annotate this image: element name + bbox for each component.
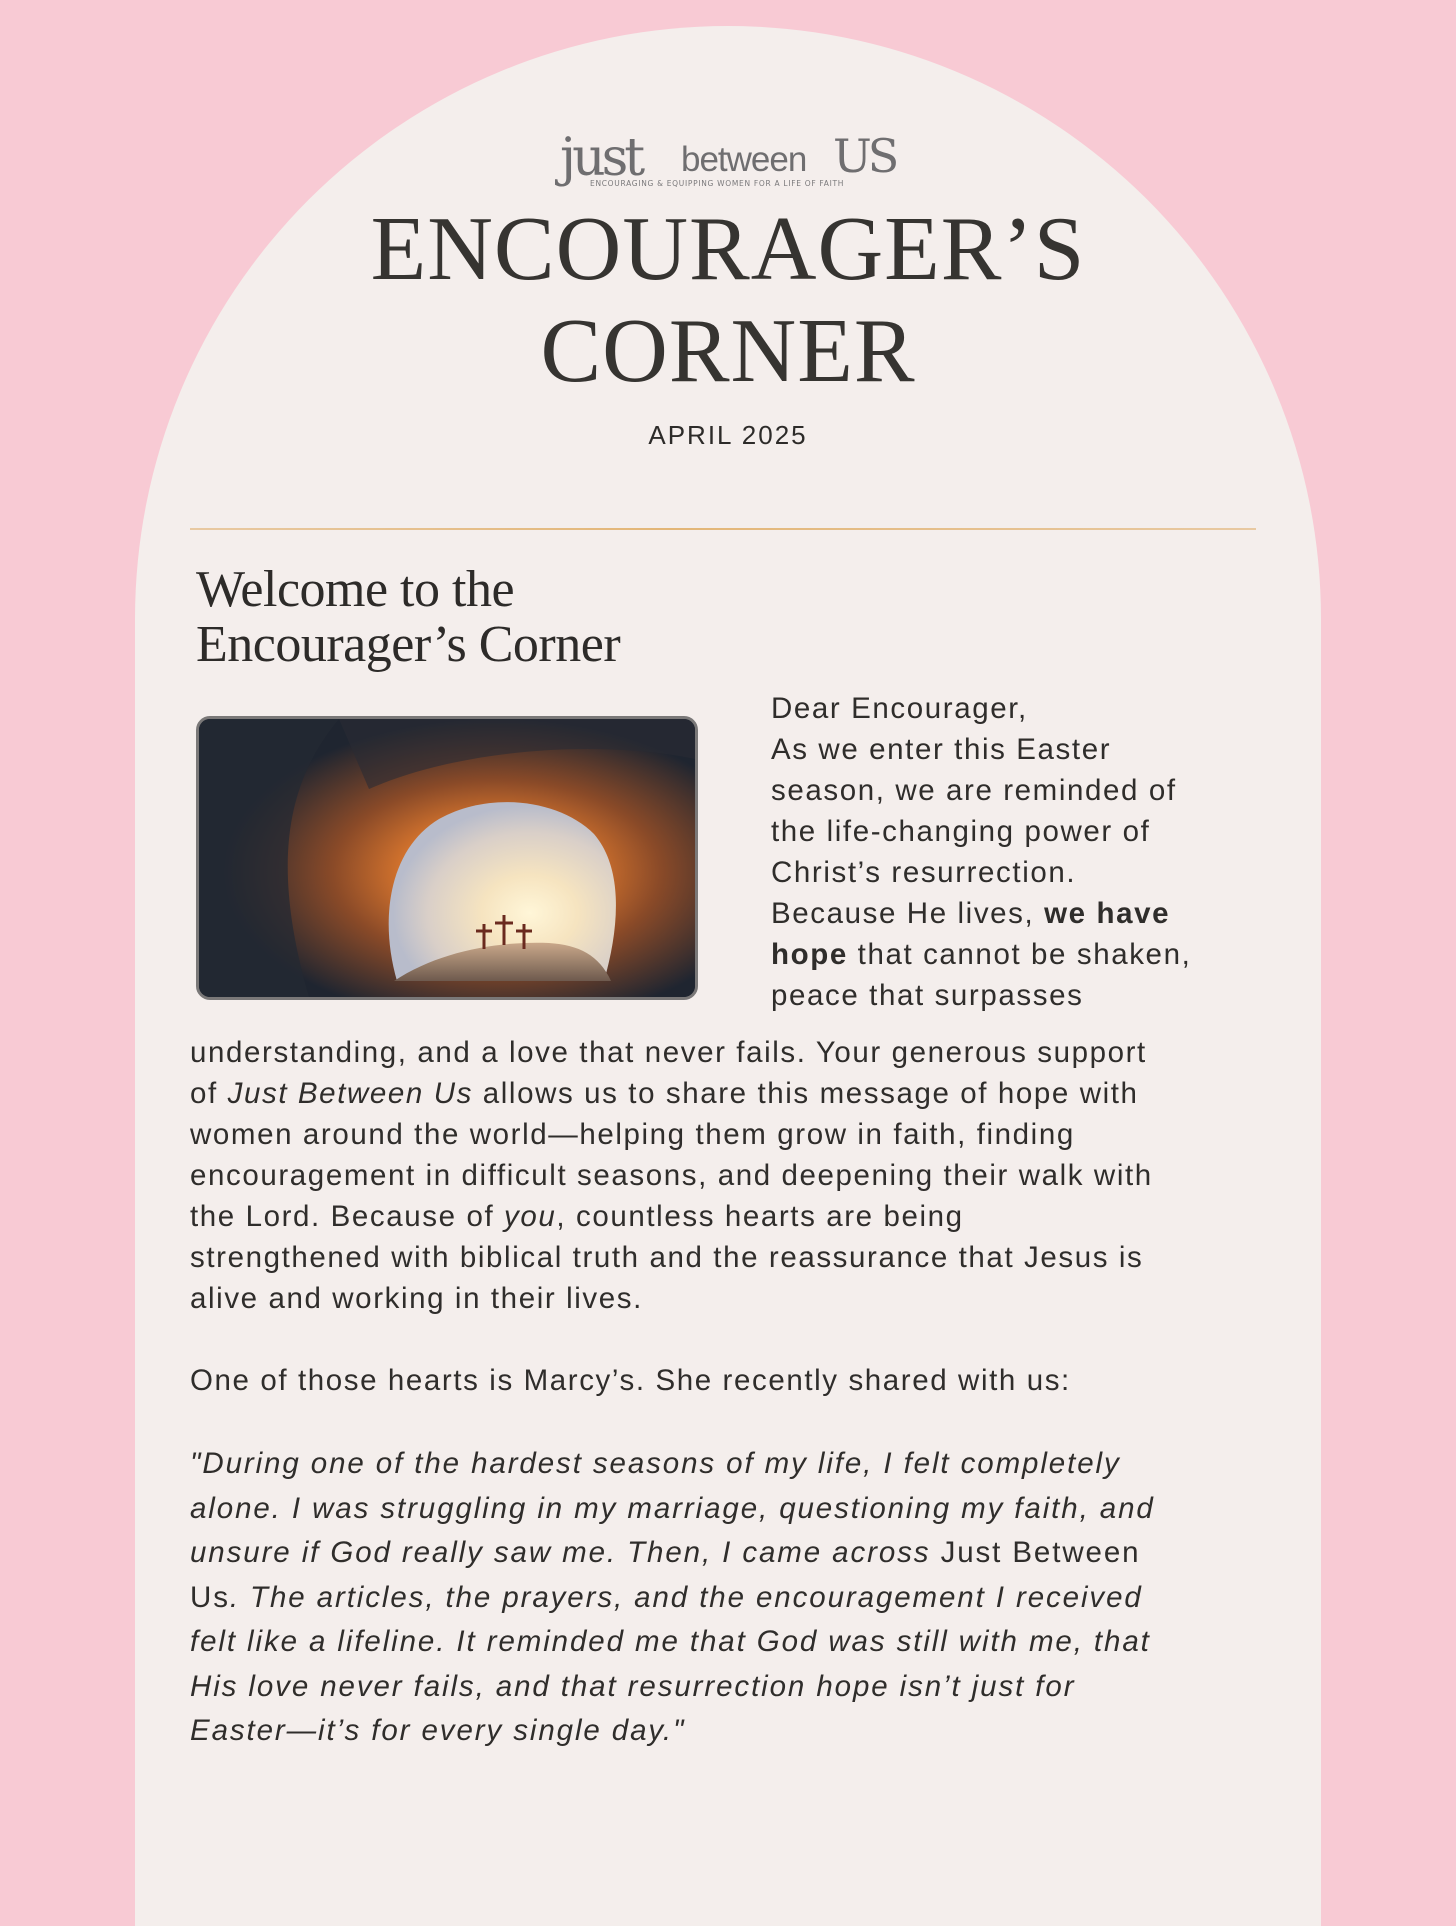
hope-bold-2: hope — [771, 938, 848, 971]
body-line-2-post: allows us to share this message of hope with — [472, 1077, 1139, 1110]
logo-between-text: between — [681, 140, 807, 179]
welcome-heading-line-2: Encourager’s Corner — [196, 616, 621, 673]
hope-line-start: Because He lives, — [771, 897, 1045, 930]
body-line-2-italic: Just Between Us — [227, 1077, 473, 1110]
intro-line-4: Christ’s resurrection. — [771, 856, 1077, 889]
quote-publication-name-end: Us — [190, 1580, 230, 1614]
quote-line-3-pre: unsure if God really saw me. Then, I came across — [190, 1536, 941, 1569]
intro-line-1: As we enter this Easter — [771, 733, 1112, 766]
quote-line-2: alone. I was struggling in my marriage, questioning my faith, and — [190, 1491, 1155, 1525]
intro-line-3: the life-changing power of — [771, 815, 1151, 848]
welcome-heading — [196, 562, 816, 672]
title-line-1: ENCOURAGER’S — [370, 198, 1086, 299]
marcy-quote — [190, 1442, 1270, 1754]
paragraph-gap — [190, 1401, 1270, 1442]
quote-line-4 — [190, 1576, 1270, 1621]
issue-date: APRIL 2025 — [648, 420, 808, 450]
intro-line-2: season, we are reminded of — [771, 774, 1177, 807]
salutation: Dear Encourager, — [771, 692, 1028, 725]
title-line-2: CORNER — [540, 300, 916, 401]
easter-tomb-photo — [196, 716, 698, 1000]
body-line-5-post: , countless hearts are being — [556, 1200, 964, 1233]
logo-tagline: ENCOURAGING & EQUIPPING WOMEN FOR A LIFE OF FAITH — [590, 179, 845, 188]
paragraph-gap — [190, 1319, 1270, 1360]
quote-line-3 — [190, 1531, 1270, 1576]
quote-publication-name: Just Between — [940, 1536, 1141, 1569]
logo-just-text: just — [560, 128, 642, 188]
body-line-5 — [190, 1196, 1270, 1237]
hope-line-2 — [771, 934, 1271, 975]
welcome-heading-line-1: Welcome to the — [196, 561, 515, 618]
section-divider — [190, 528, 1256, 530]
body-line-6: strengthened with biblical truth and the reassurance that Jesus is — [190, 1241, 1144, 1274]
logo-us-text: US — [833, 129, 896, 183]
just-between-us-logo — [560, 128, 896, 194]
body-line-5-italic: you — [504, 1200, 557, 1233]
body-line-2-pre: of — [190, 1077, 228, 1110]
quote-line-7: Easter—it’s for every single day." — [190, 1714, 686, 1747]
quote-line-6: His love never fails, and that resurrection hope isn’t just for — [190, 1669, 1076, 1703]
letter-intro-column — [771, 688, 1271, 1016]
peace-line: peace that surpasses — [771, 979, 1084, 1012]
letter-body — [190, 1032, 1270, 1754]
quote-line-1: "During one of the hardest seasons of my life, I felt completely — [190, 1447, 1121, 1480]
hope-line-1 — [771, 893, 1271, 934]
body-line-7: alive and working in their lives. — [190, 1282, 643, 1315]
body-line-1: understanding, and a love that never fails. Your generous support — [190, 1036, 1147, 1069]
page-title — [200, 198, 1256, 402]
hope-line-end: that cannot be shaken, — [847, 938, 1192, 971]
body-line-3: women around the world—helping them grow in faith, finding — [190, 1118, 1075, 1151]
tomb-illustration — [199, 719, 695, 997]
body-line-5-pre: the Lord. Because of — [190, 1200, 505, 1233]
quote-line-5: felt like a lifeline. It reminded me that God was still with me, that — [190, 1625, 1151, 1658]
quote-line-4-post: . The articles, the prayers, and the encouragement I received — [229, 1580, 1143, 1614]
marcy-intro: One of those hearts is Marcy’s. She recently shared with us: — [190, 1364, 1071, 1397]
body-line-4: encouragement in difficult seasons, and deepening their walk with — [190, 1159, 1153, 1192]
body-line-2 — [190, 1073, 1270, 1114]
hope-bold-1: we have — [1044, 897, 1171, 930]
